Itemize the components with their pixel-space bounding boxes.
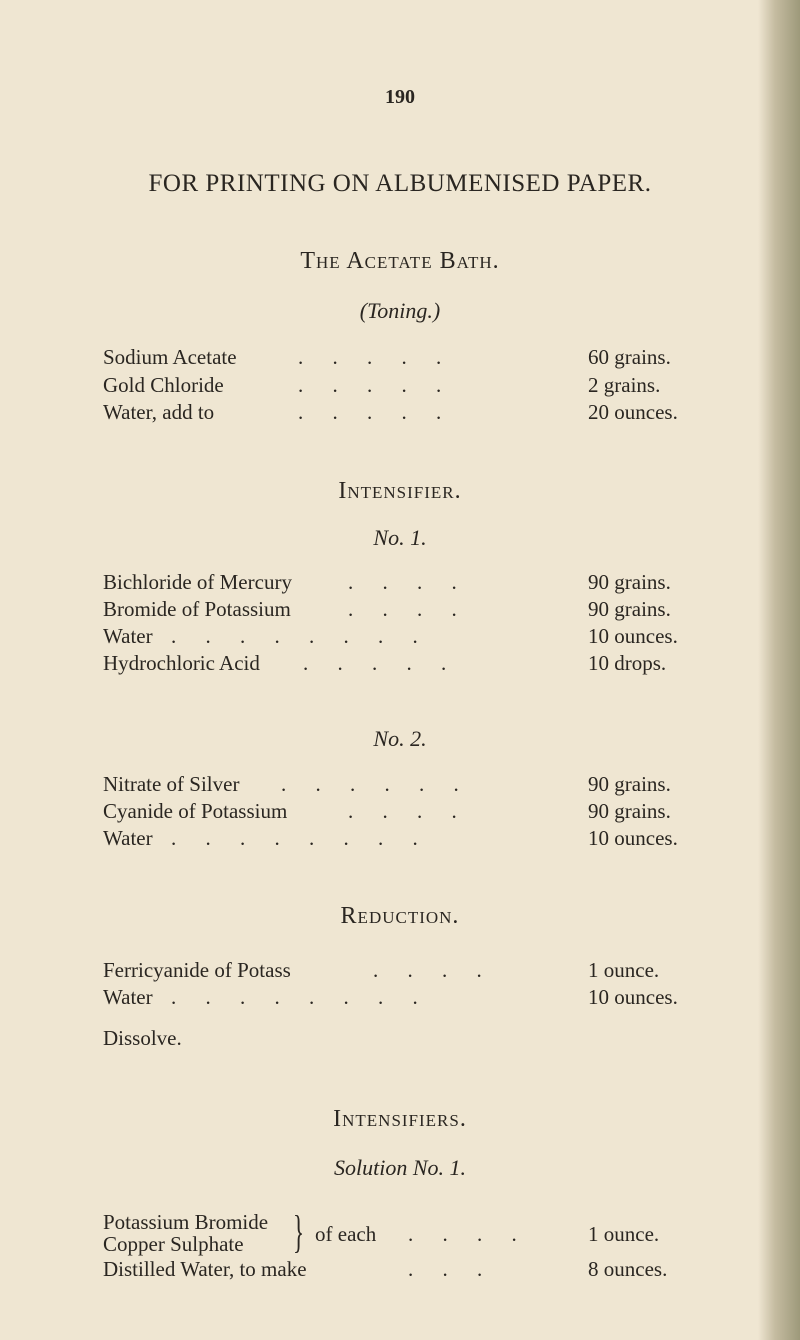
acetate-bath-heading: The Acetate Bath. [300, 248, 500, 274]
leader-dots: . . . . [408, 1222, 529, 1246]
recipe-row [103, 772, 703, 800]
recipe-row [103, 651, 703, 679]
solution-recipe [103, 1206, 703, 1290]
ingredient-name: Nitrate of Silver [103, 772, 240, 796]
ingredient-name: Water [103, 985, 153, 1009]
leader-dots: . . . . [373, 958, 494, 982]
ingredient-name: Hydrochloric Acid [103, 651, 260, 675]
ingredient-quantity: 1 ounce. [588, 958, 660, 982]
recipe-row [103, 597, 703, 625]
recipe-row [103, 799, 703, 827]
leader-dots: . . . . . [298, 373, 454, 397]
leader-dots: . . . . . [298, 400, 454, 424]
ingredient-quantity: 10 ounces. [588, 624, 678, 648]
reduction-heading: Reduction. [340, 903, 460, 929]
recipe-row [103, 373, 703, 401]
leader-dots: . . . . . . . . [171, 826, 430, 850]
ingredient-quantity: 10 drops. [588, 651, 667, 675]
ingredient-name: Cyanide of Potassium [103, 799, 288, 823]
recipe-row [103, 958, 703, 986]
ingredient-quantity: 1 ounce. [588, 1222, 660, 1246]
leader-dots: . . . . . . . . [171, 624, 430, 648]
ingredient-name: Sodium Acetate [103, 345, 237, 369]
reduction-note: Dissolve. [103, 1026, 182, 1050]
page-edge-shadow [758, 0, 800, 1340]
leader-dots: . . . . [348, 799, 469, 823]
leader-dots: . . . [408, 1257, 495, 1281]
ingredient-quantity: 2 grains. [588, 373, 661, 397]
leader-dots: . . . . . [298, 345, 454, 369]
ingredient-quantity: 90 grains. [588, 772, 671, 796]
ingredient-name: Gold Chloride [103, 373, 224, 397]
ingredient-name: Bromide of Potassium [103, 597, 291, 621]
recipe-row [103, 570, 703, 598]
ingredient-quantity: 60 grains. [588, 345, 671, 369]
ingredient-name: Bichloride of Mercury [103, 570, 292, 594]
page-number: 190 [385, 86, 415, 108]
ingredient-quantity: 10 ounces. [588, 985, 678, 1009]
ingredient-name: Copper Sulphate [103, 1232, 244, 1256]
leader-dots: . . . . . . . . [171, 985, 430, 1009]
intensifier-no1-label: No. 1. [373, 525, 427, 550]
recipe-row [103, 400, 703, 428]
recipe-row [103, 624, 703, 652]
ingredient-name: Distilled Water, to make [103, 1257, 307, 1281]
ingredient-name: Water [103, 624, 153, 648]
recipe-row [103, 826, 703, 854]
recipe-row [103, 985, 703, 1013]
each-label: of each [315, 1222, 377, 1246]
intensifier-heading: Intensifier. [338, 478, 462, 504]
intensifier-no2-label: No. 2. [373, 726, 427, 751]
leader-dots: . . . . . . [281, 772, 471, 796]
ingredient-quantity: 90 grains. [588, 597, 671, 621]
brace-glyph: } [293, 1206, 305, 1257]
intensifiers-heading: Intensifiers. [333, 1106, 467, 1132]
ingredient-name: Water [103, 826, 153, 850]
leader-dots: . . . . [348, 597, 469, 621]
ingredient-quantity: 10 ounces. [588, 826, 678, 850]
ingredient-quantity: 20 ounces. [588, 400, 678, 424]
recipe-row [103, 345, 703, 373]
ingredient-name: Potassium Bromide [103, 1210, 269, 1234]
ingredient-quantity: 90 grains. [588, 570, 671, 594]
ingredient-quantity: 90 grains. [588, 799, 671, 823]
intensifiers-solution-label: Solution No. 1. [333, 1155, 466, 1180]
ingredient-name: Water, add to [103, 400, 215, 424]
page-title: FOR PRINTING ON ALBUMENISED PAPER. [148, 170, 652, 197]
acetate-bath-subheading: (Toning.) [359, 298, 441, 323]
leader-dots: . . . . . [303, 651, 459, 675]
ingredient-name: Ferricyanide of Potass [103, 958, 291, 982]
leader-dots: . . . . [348, 570, 469, 594]
ingredient-quantity: 8 ounces. [588, 1257, 668, 1281]
